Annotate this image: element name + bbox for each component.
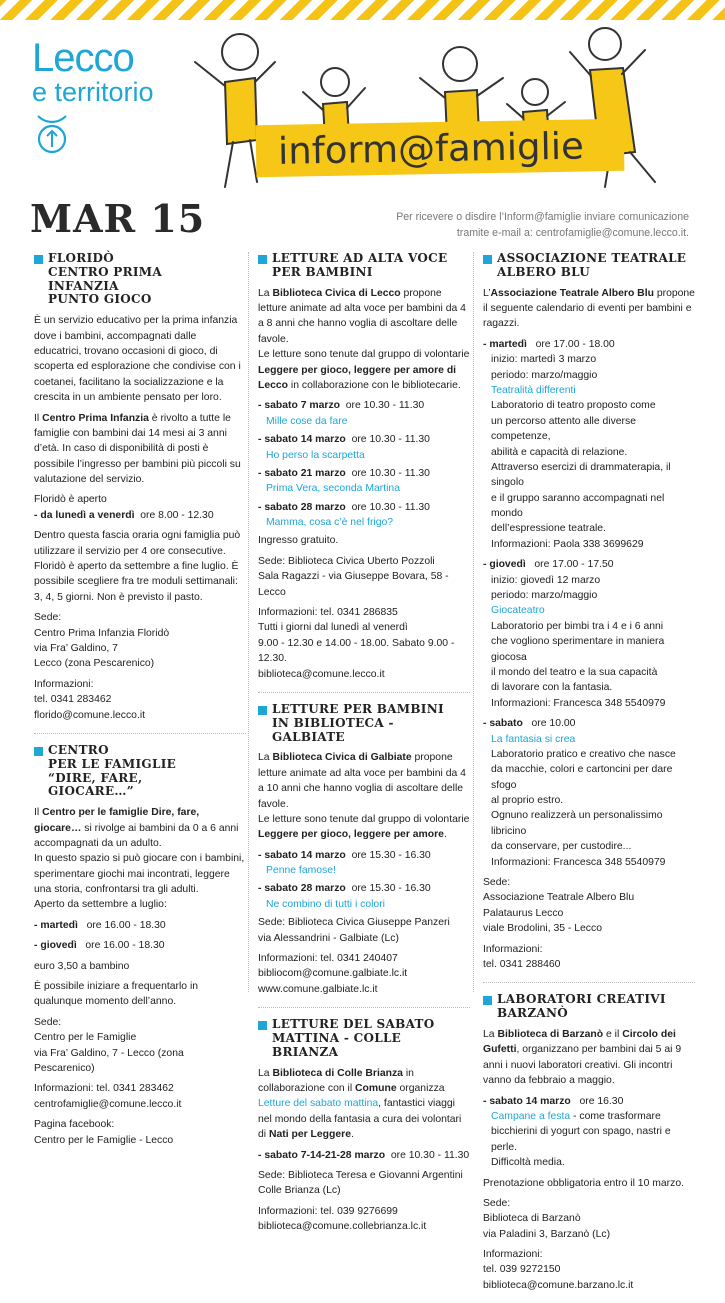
event-item: - sabato ore 10.00 La fantasia si crea Laboratorio pratico e creativo che nasce da macchie, colori e cartoncini per dare sfogo al proprio estro. Ognuno realizzerà un personalissimo libricino da conservare, per custodire... Informazioni: Francesca 348 5540979 [483, 718, 676, 868]
section-title: LABORATORI CREATIVI BARZANÒ [497, 992, 666, 1021]
bullet-square-icon [258, 255, 267, 264]
event-item: - sabato 7-14-21-28 marzo ore 10.30 - 11.30 [258, 1149, 470, 1161]
bullet-square-icon [483, 996, 492, 1005]
subscribe-note: Per ricevere o disdire l’Inform@famiglie inviare comunicazione tramite e-mail a: centrofamiglie@comune.lecco.it. [396, 211, 689, 239]
bullet-square-icon [258, 1021, 267, 1030]
email-link[interactable]: biblioteca@comune.lecco.it [258, 668, 385, 680]
section-title: ASSOCIAZIONE TEATRALE ALBERO BLU [497, 251, 687, 279]
lecco-logo-icon [32, 112, 154, 159]
section-title: LETTURE DEL SABATO MATTINA - COLLE BRIANZA [272, 1017, 435, 1059]
section-centro-famiglie: CENTRO PER LE FAMIGLIE “DIRE, FARE, GIOCARE…” Il Centro per le famiglie Dire, fare, giocare… si rivolge ai bambini da 0 a 6 anni accompagnati da un adulto. In questo spazio si può giocare con i bambini, sperimentare giochi mai incontrati, leggere una storia, confrontarsi tra gli adulti. Aperto da settembre a luglio: - martedì ore 16.00 - 18.30 - giovedì ore 16.00 - 18.30 euro 3,50 a bambino È possibile iniziare a frequentarlo in qualunque momento dell’anno. Sede: Centro per le Famiglie via Fra’ Galdino, 7 - Lecco (zona Pescarenico) Informazioni: tel. 0341 283462 centrofamiglie@comune.lecco.it Pagina facebook: Centro per le Famiglie - Lecco [34, 744, 246, 1148]
newsletter-banner: inform@famiglie [256, 119, 625, 177]
divider [258, 692, 470, 693]
email-link[interactable]: biblioteca@comune.collebrianza.lc.it [258, 1221, 427, 1233]
event-item: - sabato 14 marzo ore 15.30 - 16.30 Penne famose! [258, 849, 431, 877]
bullet-square-icon [34, 255, 43, 264]
event-item: - sabato 28 marzo ore 15.30 - 16.30 Ne combino di tutti i colori [258, 883, 431, 910]
section-florido: FLORIDÒ CENTRO PRIMA INFANZIA PUNTO GIOCO È un servizio educativo per la prima infanzia dove i bambini, accompagnati dalle educatrici, trovano occasioni di gioco, di scoperta ed esplorazione che condivise con i coetanei, facilitano la socializzazione e la crescita in un ambiente pensato per loro. Il Centro Prima Infanzia è rivolto a tutte le famiglie con bambini dai 14 mesi ai 3 anni d’età. In caso di disponibilità di posti è possibile l’ingresso per bambini più piccoli su valutazione del servizio. Floridò è aperto - da lunedì a venerdì ore 8.00 - 12.30 Dentro questa fascia oraria ogni famiglia può utilizzare il servizio per 4 ore consecutive. Floridò è aperto da settembre a fine luglio. È possibile scegliere fra tre moduli settimanali: 3, 4, 5 giorni. Non è previsto il pasto. Sede: Centro Prima Infanzia Floridò via Fra’ Galdino, 7 Lecco (zona Pescarenico) Informazioni: tel. 0341 283462 florido@comune.lecco.it [34, 251, 241, 721]
divider [34, 733, 246, 734]
event-item: - sabato 7 marzo ore 10.30 - 11.30 Mille cose da fare [258, 400, 425, 427]
section-title: LETTURE AD ALTA VOCE PER BAMBINI [272, 251, 448, 279]
email-link[interactable]: centrofamiglie@comune.lecco.it [34, 1098, 182, 1110]
event-item: - sabato 28 marzo ore 10.30 - 11.30 Mamma, cosa c’è nel frigo? [258, 501, 430, 529]
facebook-link[interactable]: Centro per le Famiglie - Lecco [34, 1134, 174, 1146]
event-item: - sabato 21 marzo ore 10.30 - 11.30 Prima Vera, seconda Martina [258, 467, 430, 495]
brand-subtitle: e territorio [32, 77, 154, 107]
column-2 [258, 252, 470, 1245]
brand [32, 38, 154, 159]
column-1 [34, 252, 246, 1158]
email-link[interactable]: biblioteca@comune.barzano.lc.it [483, 1279, 634, 1291]
issue-label: MAR 15 [30, 196, 206, 241]
section-title: CENTRO PER LE FAMIGLIE “DIRE, FARE, GIOCARE…” [48, 742, 177, 799]
column-3 [483, 252, 695, 1303]
section-title: FLORIDÒ CENTRO PRIMA INFANZIA PUNTO GIOCO [48, 251, 163, 307]
bullet-square-icon [483, 255, 492, 264]
top-stripe [0, 0, 725, 20]
section-barzano: LABORATORI CREATIVI BARZANÒ La Biblioteca di Barzanò e il Circolo dei Gufetti, organizzano per bambini dai 5 ai 9 anni i nuovi laboratori creativi. Gli incontri vanno da febbraio a maggio. - sabato 14 marzo ore 16.30 Campane a festa - come trasformare bicchierini di yogurt con spago, nastri e perle. Difficoltà media. Prenotazione obbligatoria entro il 10 marzo. Sede: Biblioteca di Barzanò via Paladini 3, Barzanò (Lc) Informazioni: tel. 039 9272150 biblioteca@comune.barzano.lc.it [483, 993, 695, 1293]
event-item: - martedì ore 17.00 - 18.00 inizio: martedì 3 marzo periodo: marzo/maggio Teatralità differenti Laboratorio di teatro proposto come un percorso attento alle diverse competenze, abilità e capacità di relazione. Attraverso esercizi di drammaterapia, il singolo e il gruppo saranno accompagnati nel mondo dell’espressione teatrale. Informazioni: Paola 338 3699629 [483, 338, 671, 550]
brand-title: Lecco [32, 36, 134, 80]
event-item: - sabato 14 marzo ore 10.30 - 11.30 Ho perso la scarpetta [258, 434, 430, 461]
divider [258, 1007, 470, 1008]
section-albero-blu: ASSOCIAZIONE TEATRALE ALBERO BLU L’Associazione Teatrale Albero Blu propone il seguente calendario di eventi per bambini e ragazzi. - martedì ore 17.00 - 18.00 inizio: martedì 3 marzo periodo: marzo/maggio Teatralità differenti Laboratorio di teatro proposto come un percorso attento alle diverse competenze, abilità e capacità di relazione. Attraverso esercizi di drammaterapia, il singolo e il gruppo saranno accompagnati nel mondo dell’espressione teatrale. Informazioni: Paola 338 3699629 - giovedì ore 17.00 - 17.50 inizio: giovedì 12 marzo periodo: marzo/maggio Giocateatro Laboratorio per bimbi tra i 4 e i 6 anni che vogliono sperimentare in maniera giocosa il mondo del teatro e la sua capacità di lavorare con la fantasia. Informazioni: Francesca 348 5540979 - sabato ore 10.00 La fantasia si crea Laboratorio pratico e creativo che nasce da macchie, colori e cartoncini per dare sfogo al proprio estro. Ognuno realizzerà un personalissimo libricino da conservare, per custodire... Informazioni: Francesca 348 5540979 Sede: Associazione Teatrale Albero Blu Palataurus Lecco viale Brodolini, 35 - Lecco Informazioni: tel. 0341 288460 [483, 251, 695, 970]
event-item: - sabato 14 marzo ore 16.30 Campane a festa - come trasformare bicchierini di yogurt con spago, nastri e perle. Difficoltà media. [483, 1095, 671, 1169]
divider [483, 982, 695, 983]
column-divider [248, 252, 249, 992]
bullet-square-icon [258, 706, 267, 715]
email-link[interactable]: bibliocom@comune.galbiate.lc.it [258, 968, 408, 980]
section-galbiate: LETTURE PER BAMBINI IN BIBLIOTECA - GALBIATE La Biblioteca Civica di Galbiate propone letture animate ad alta voce per bambini da 4 a 10 anni che hanno voglia di ascoltare delle favole. Le letture sono tenute dal gruppo di volontarie Leggere per gioco, leggere per amore. - sabato 14 marzo ore 15.30 - 16.30 Penne famose! - sabato 28 marzo ore 15.30 - 16.30 Ne combino di tutti i colori Sede: Biblioteca Civica Giuseppe Panzeri via Alessandrini - Galbiate (Lc) Informazioni: tel. 0341 240407 bibliocom@comune.galbiate.lc.it www.comune.galbiate.lc.it [258, 703, 470, 997]
website-link[interactable]: www.comune.galbiate.lc.it [258, 983, 378, 995]
section-title: LETTURE PER BAMBINI IN BIBLIOTECA - GALBIATE [272, 701, 444, 744]
section-colle-brianza: LETTURE DEL SABATO MATTINA - COLLE BRIANZA La Biblioteca di Colle Brianza in collaborazione con il Comune organizza Letture del sabato mattina, fantastici viaggi nel mondo della fantasia a cura dei volontari di Nati per Leggere. - sabato 7-14-21-28 marzo ore 10.30 - 11.30 Sede: Biblioteca Teresa e Giovanni Argentini Colle Brianza (Lc) Informazioni: tel. 039 9276699 biblioteca@comune.collebrianza.lc.it [258, 1018, 470, 1234]
column-divider [473, 252, 474, 992]
event-item: - giovedì ore 17.00 - 17.50 inizio: giovedì 12 marzo periodo: marzo/maggio Giocateatro Laboratorio per bimbi tra i 4 e i 6 anni che vogliono sperimentare in maniera giocosa il mondo del teatro e la sua capacità di lavorare con la fantasia. Informazioni: Francesca 348 5540979 [483, 559, 666, 709]
section-letture-lecco: LETTURE AD ALTA VOCE PER BAMBINI La Biblioteca Civica di Lecco propone letture animate ad alta voce per bambini da 4 a 8 anni che hanno voglia di ascoltare delle favole. Le letture sono tenute dal gruppo di volontarie Leggere per gioco, leggere per amore di Lecco in collaborazione con le bibliotecarie. - sabato 7 marzo ore 10.30 - 11.30 Mille cose da fare - sabato 14 marzo ore 10.30 - 11.30 Ho perso la scarpetta - sabato 21 marzo ore 10.30 - 11.30 Prima Vera, seconda Martina - sabato 28 marzo ore 10.30 - 11.30 Mamma, cosa c’è nel frigo? Ingresso gratuito. Sede: Biblioteca Civica Uberto Pozzoli Sala Ragazzi - via Giuseppe Bovara, 58 - Lecco Informazioni: tel. 0341 286835 Tutti i giorni dal lunedì al venerdì 9.00 - 12.30 e 14.00 - 18.00. Sabato 9.00 - 12.30. biblioteca@comune.lecco.it [258, 252, 470, 682]
bullet-square-icon [34, 747, 43, 756]
